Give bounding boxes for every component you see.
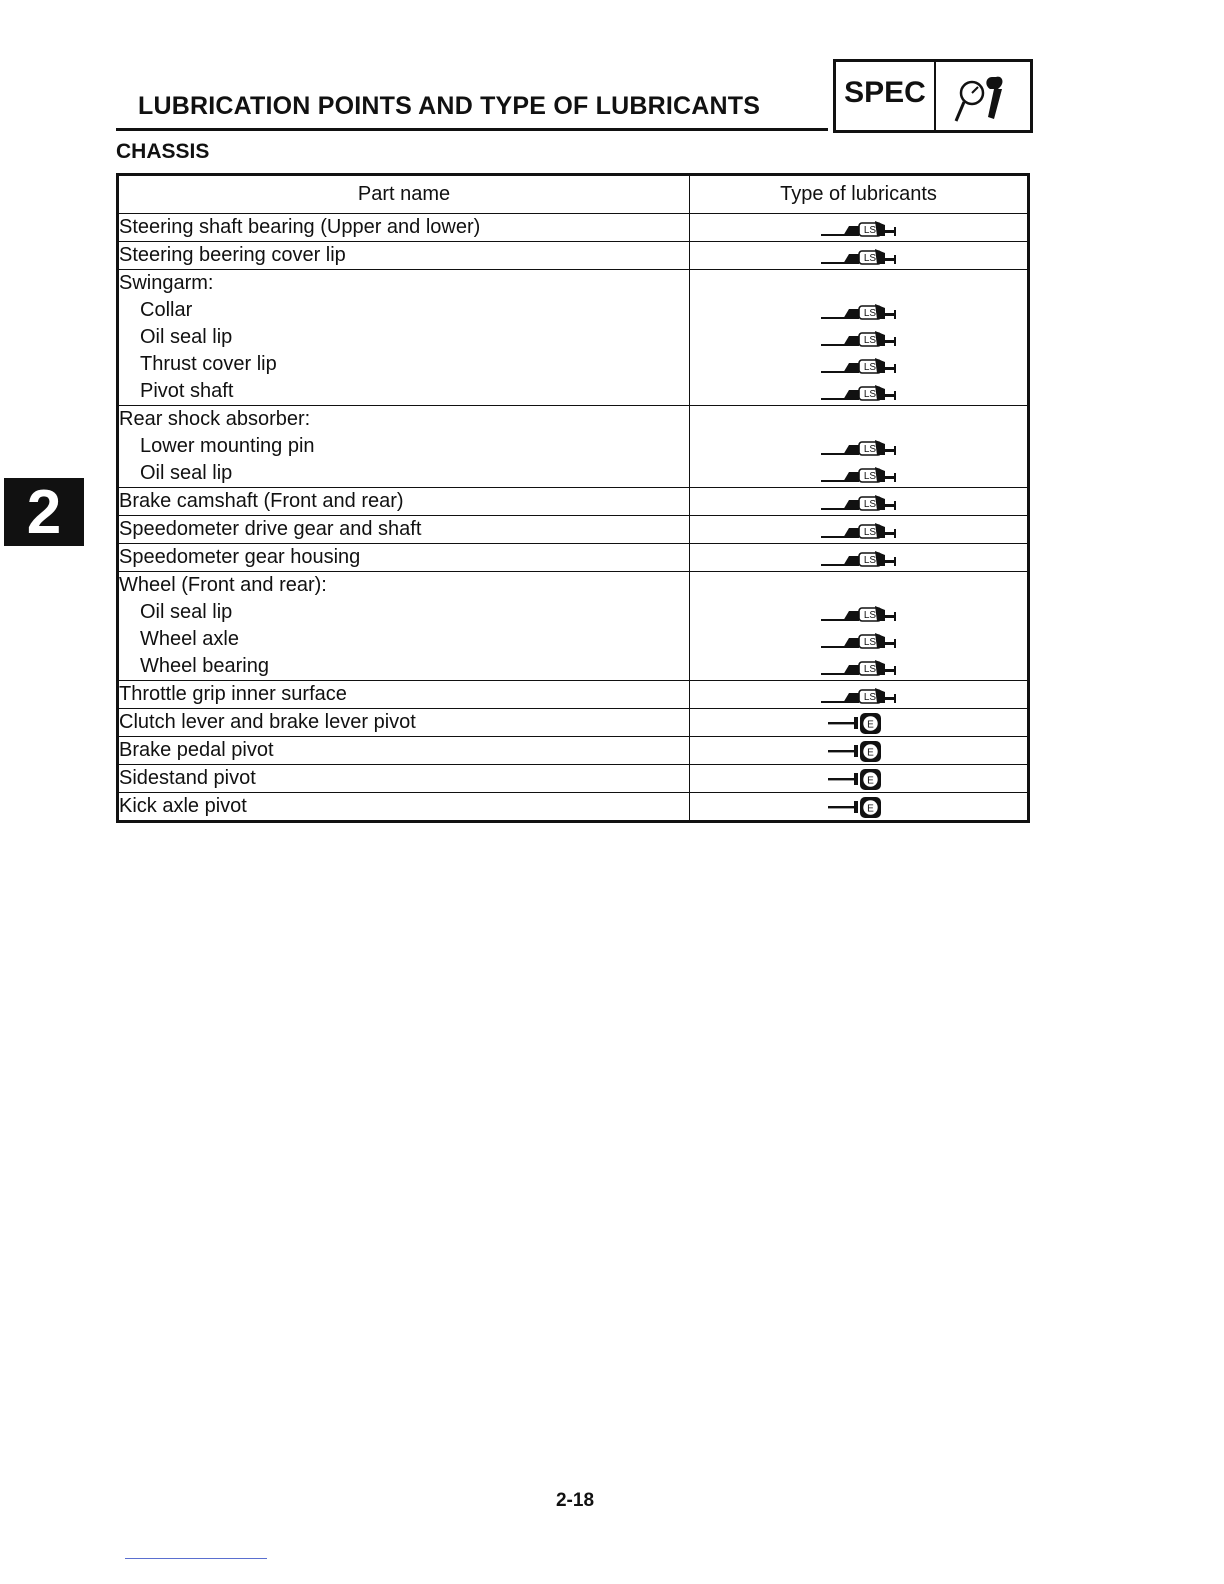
grease-ls-icon — [690, 378, 1027, 405]
lubricant-cell — [690, 242, 1029, 270]
grease-e-icon — [690, 709, 1027, 736]
lubricant-cell — [690, 214, 1029, 242]
table-row — [118, 544, 1029, 572]
table-row — [118, 737, 1029, 765]
svg-text:LS: LS — [863, 636, 876, 648]
part-subitem: Lower mounting pin — [140, 435, 315, 457]
part-subitem: Oil seal lip — [140, 326, 233, 348]
grease-ls-icon — [690, 460, 1027, 487]
svg-text:E: E — [866, 775, 874, 787]
part-name-cell — [118, 572, 690, 681]
svg-text:LS: LS — [863, 526, 876, 538]
column-header-part-name: Part name — [118, 175, 690, 214]
part-name-cell — [118, 488, 690, 516]
chapter-tab: 2 — [4, 478, 84, 546]
spec-badge — [833, 59, 1033, 133]
table-row — [118, 765, 1029, 793]
grease-ls-icon — [690, 626, 1027, 653]
footer-rule — [125, 1558, 267, 1559]
lubricant-cell — [690, 681, 1029, 709]
table-row — [118, 270, 1029, 406]
grease-ls-icon — [690, 653, 1027, 680]
svg-text:LS: LS — [863, 388, 876, 400]
table-row — [118, 516, 1029, 544]
part-group-title: Clutch lever and brake lever pivot — [119, 711, 416, 733]
page-header — [116, 84, 828, 131]
part-name-cell — [118, 214, 690, 242]
lubricant-cell — [690, 270, 1029, 406]
part-group-title: Steering shaft bearing (Upper and lower) — [119, 216, 481, 238]
part-group-title: Rear shock absorber: — [119, 408, 311, 430]
svg-text:LS: LS — [863, 252, 876, 264]
lubricant-cell — [690, 488, 1029, 516]
svg-text:LS: LS — [863, 691, 876, 703]
lubricant-cell — [690, 572, 1029, 681]
part-name-cell — [118, 793, 690, 822]
grease-ls-icon — [690, 242, 1027, 269]
table-row — [118, 793, 1029, 822]
page-number: 2-18 — [555, 1490, 595, 1511]
part-subitem: Wheel bearing — [140, 655, 269, 677]
part-group-title: Brake camshaft (Front and rear) — [119, 490, 404, 512]
svg-text:LS: LS — [863, 443, 876, 455]
svg-text:LS: LS — [863, 609, 876, 621]
svg-text:E: E — [866, 747, 874, 759]
grease-ls-icon — [690, 214, 1027, 241]
lubricant-cell — [690, 709, 1029, 737]
lubricant-cell — [690, 406, 1029, 488]
svg-text:LS: LS — [863, 554, 876, 566]
table-header-row — [118, 175, 1029, 214]
grease-ls-icon — [690, 544, 1027, 571]
svg-text:LS: LS — [863, 224, 876, 236]
part-name-cell — [118, 737, 690, 765]
spacer — [690, 270, 1027, 297]
grease-ls-icon — [690, 599, 1027, 626]
svg-text:LS: LS — [863, 663, 876, 675]
gauge-wrench-icon — [936, 62, 1030, 130]
part-name-cell — [118, 242, 690, 270]
part-name-cell — [118, 765, 690, 793]
spec-label: SPEC — [836, 62, 936, 130]
part-group-title: Wheel (Front and rear): — [119, 574, 327, 596]
table-row — [118, 572, 1029, 681]
part-name-cell — [118, 709, 690, 737]
spacer — [690, 572, 1027, 599]
grease-ls-icon — [690, 433, 1027, 460]
grease-e-icon — [690, 737, 1027, 764]
spacer — [690, 406, 1027, 433]
part-group-title: Speedometer drive gear and shaft — [119, 518, 422, 540]
lubricant-table — [116, 173, 1030, 823]
lubricant-cell — [690, 737, 1029, 765]
part-name-cell — [118, 270, 690, 406]
part-subitem: Oil seal lip — [140, 601, 233, 623]
lubricant-cell — [690, 516, 1029, 544]
grease-ls-icon — [690, 516, 1027, 543]
grease-ls-icon — [690, 324, 1027, 351]
svg-text:LS: LS — [863, 361, 876, 373]
part-subitem: Oil seal lip — [140, 462, 233, 484]
part-subitem: Thrust cover lip — [140, 353, 277, 375]
svg-text:LS: LS — [863, 307, 876, 319]
part-name-cell — [118, 681, 690, 709]
page-title: LUBRICATION POINTS AND TYPE OF LUBRICANTS — [138, 92, 761, 120]
part-name-cell — [118, 544, 690, 572]
section-heading: CHASSIS — [116, 140, 210, 163]
svg-text:LS: LS — [863, 470, 876, 482]
part-group-title: Kick axle pivot — [119, 795, 247, 817]
table-row — [118, 709, 1029, 737]
svg-text:E: E — [866, 719, 874, 731]
lubricant-cell — [690, 793, 1029, 822]
part-name-cell — [118, 516, 690, 544]
part-group-title: Sidestand pivot — [119, 767, 256, 789]
part-name-cell — [118, 406, 690, 488]
grease-ls-icon — [690, 297, 1027, 324]
svg-text:LS: LS — [863, 334, 876, 346]
part-group-title: Brake pedal pivot — [119, 739, 274, 761]
table-row — [118, 214, 1029, 242]
lubricant-cell — [690, 765, 1029, 793]
part-subitem: Pivot shaft — [140, 380, 234, 402]
grease-e-icon — [690, 765, 1027, 792]
part-group-title: Speedometer gear housing — [119, 546, 361, 568]
grease-ls-icon — [690, 681, 1027, 708]
part-group-title: Swingarm: — [119, 272, 214, 294]
table-row — [118, 488, 1029, 516]
grease-e-icon — [690, 793, 1027, 820]
part-group-title: Throttle grip inner surface — [119, 683, 347, 705]
part-group-title: Steering beering cover lip — [119, 244, 346, 266]
table-row — [118, 242, 1029, 270]
grease-ls-icon — [690, 351, 1027, 378]
table-row — [118, 406, 1029, 488]
svg-text:LS: LS — [863, 498, 876, 510]
part-subitem: Wheel axle — [140, 628, 239, 650]
svg-text:E: E — [866, 803, 874, 815]
table-row — [118, 681, 1029, 709]
part-subitem: Collar — [140, 299, 193, 321]
table-body — [118, 214, 1029, 822]
column-header-lubricant-type: Type of lubricants — [690, 175, 1029, 214]
grease-ls-icon — [690, 488, 1027, 515]
lubricant-cell — [690, 544, 1029, 572]
